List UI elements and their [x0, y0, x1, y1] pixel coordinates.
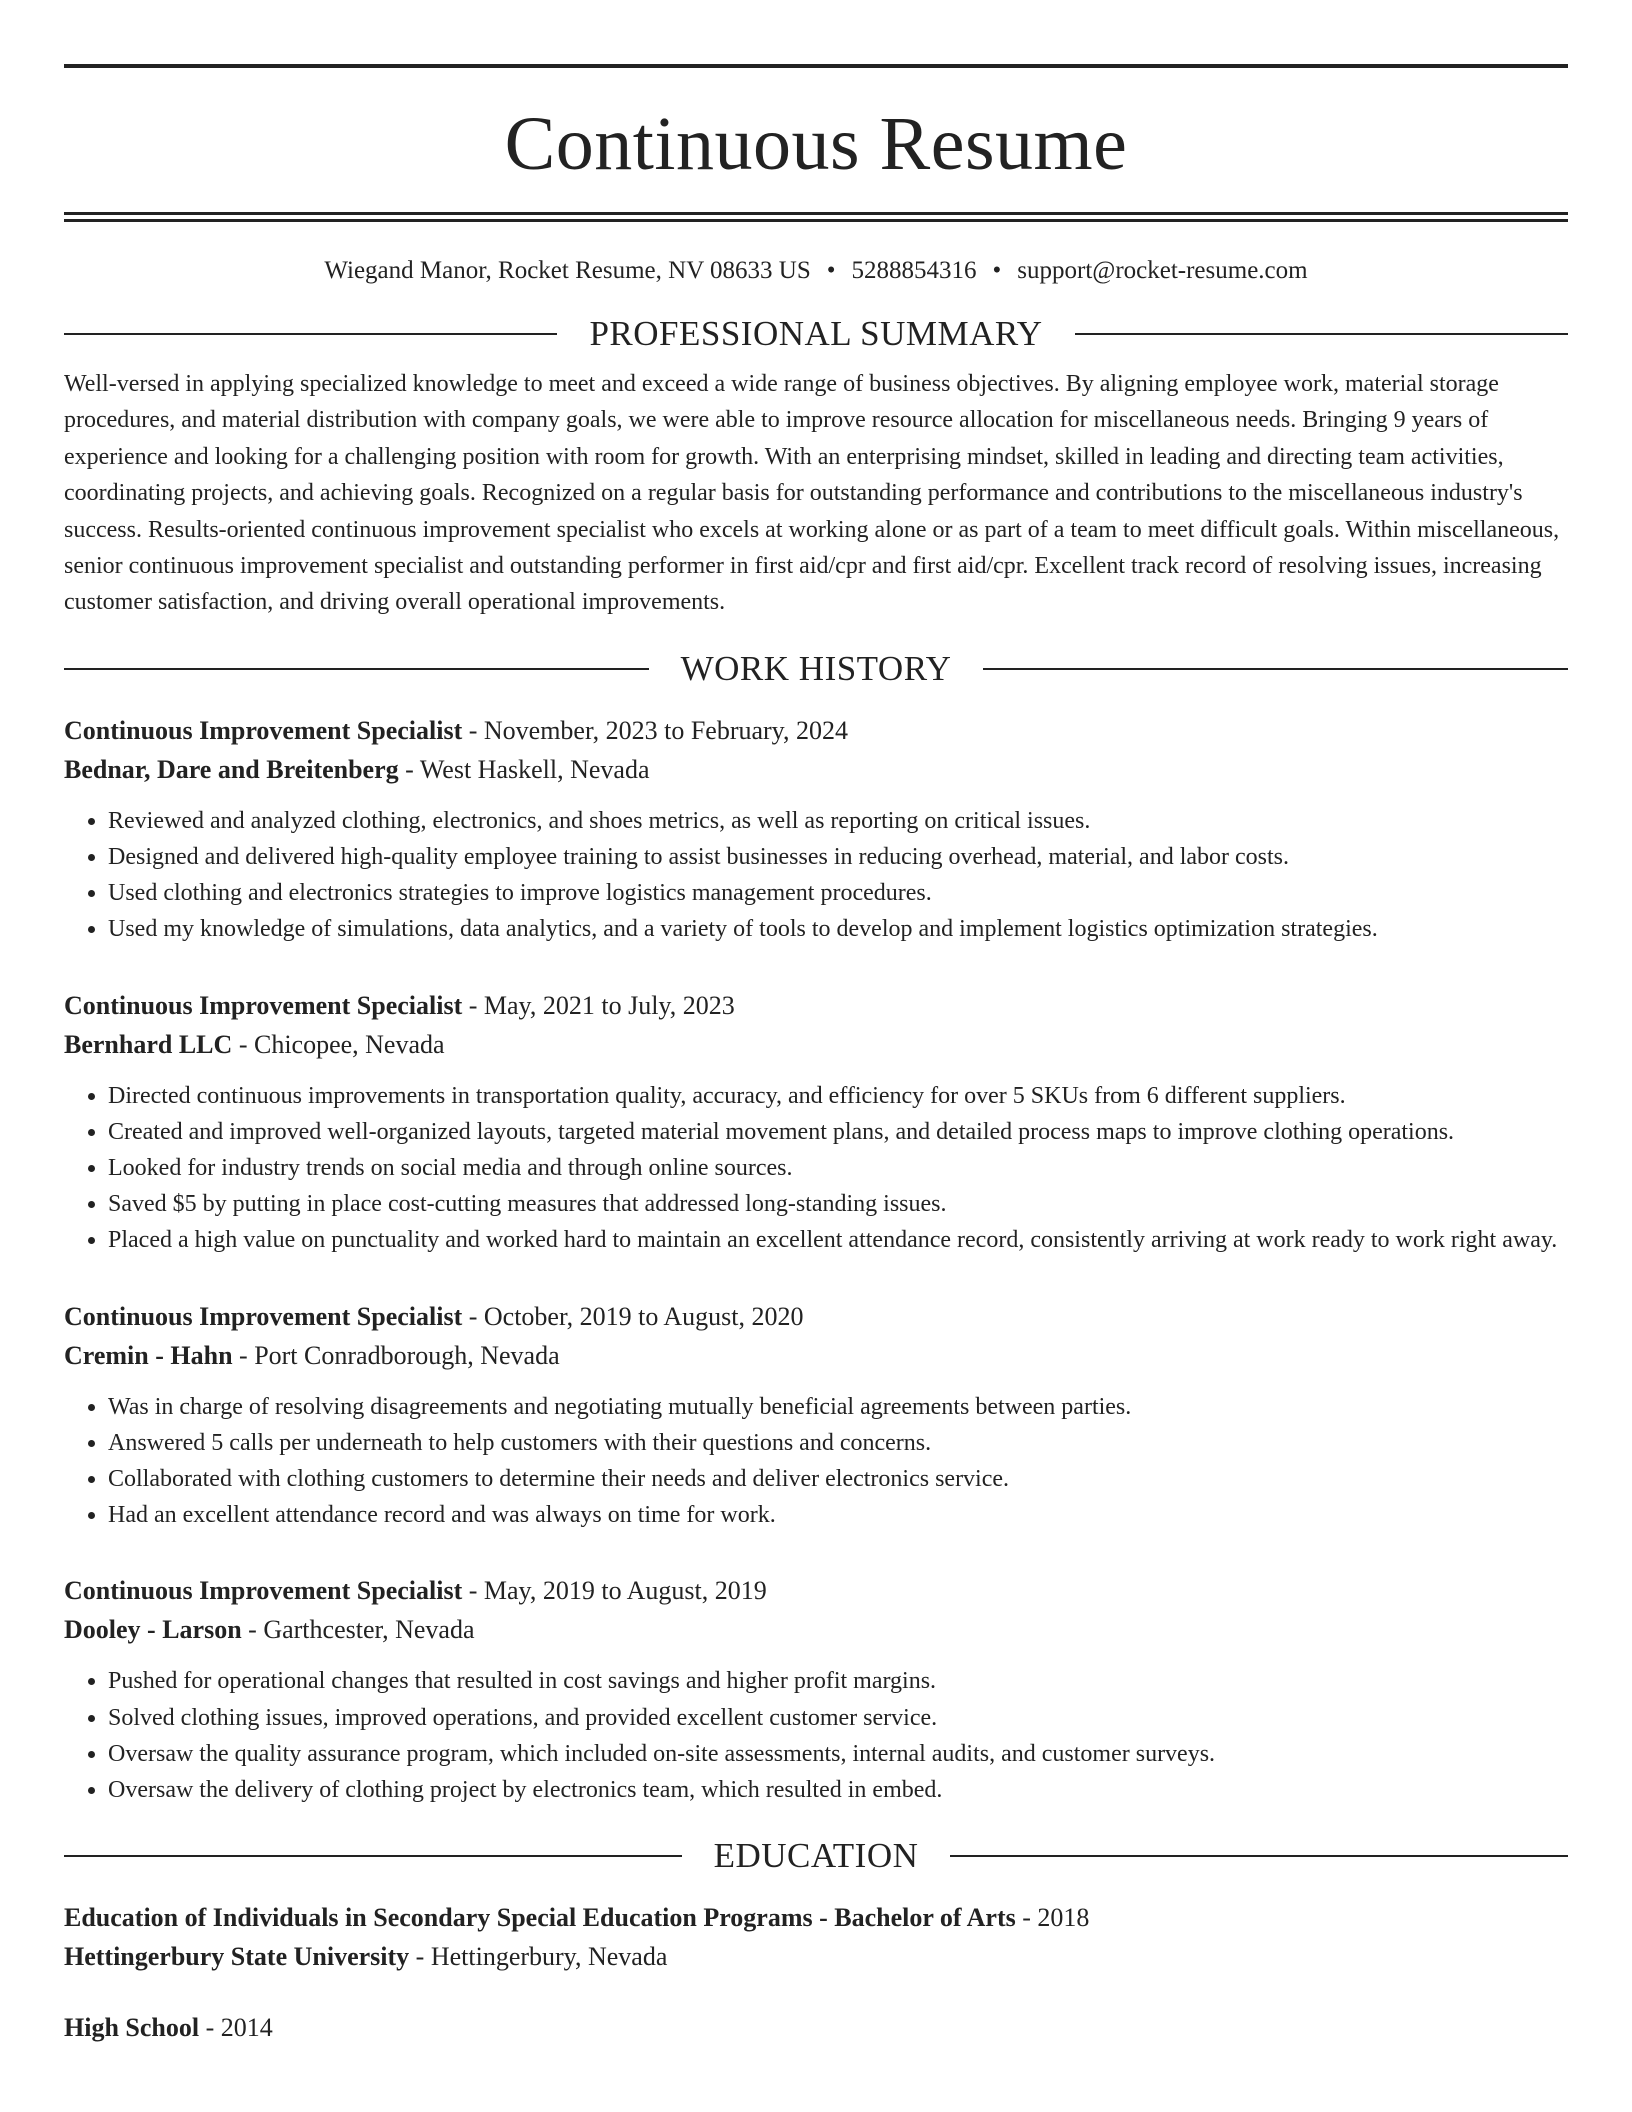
contact-phone: 5288854316 [851, 257, 977, 284]
section-rule [64, 1855, 682, 1857]
education-entry [64, 1898, 1568, 1976]
job-bullets [64, 803, 1568, 948]
job-company: Dooley - Larson [64, 1615, 242, 1645]
contact-line [64, 256, 1568, 286]
job-title: Continuous Improvement Specialist [64, 1576, 463, 1606]
education-degree-line [64, 2008, 1568, 2047]
section-title: PROFESSIONAL SUMMARY [589, 314, 1043, 353]
job-bullet: • Placed a high value on punctuality and worked hard to maintain an excellent attendance record, consistently arriving at work ready to work right away. [108, 1222, 1568, 1258]
job-entry [64, 986, 1568, 1259]
contact-email: support@rocket-resume.com [1017, 257, 1308, 284]
job-location: - Port Conradborough, Nevada [232, 1340, 560, 1370]
job-bullet: • Oversaw the delivery of clothing project by electronics team, which resulted in embed. [108, 1772, 1568, 1808]
job-bullet: • Solved clothing issues, improved operations, and provided excellent customer service. [108, 1700, 1568, 1736]
section-rule [983, 668, 1568, 670]
job-dates: - October, 2019 to August, 2020 [462, 1301, 804, 1331]
job-location: - West Haskell, Nevada [398, 754, 650, 784]
job-bullet: • Collaborated with clothing customers to determine their needs and deliver electronics service. [108, 1461, 1568, 1497]
job-location: - Garthcester, Nevada [241, 1615, 475, 1645]
job-bullet: • Pushed for operational changes that resulted in cost savings and higher profit margins. [108, 1663, 1568, 1699]
job-title-line [64, 711, 1568, 750]
job-title-line [64, 1297, 1568, 1336]
job-entry [64, 1297, 1568, 1534]
job-bullet: • Had an excellent attendance record and was always on time for work. [108, 1497, 1568, 1533]
contact-separator: • [826, 257, 836, 284]
education-year: - 2014 [199, 2013, 273, 2043]
resume-page [64, 64, 1568, 2047]
job-company: Bernhard LLC [64, 1029, 233, 1059]
education-degree: Education of Individuals in Secondary Special Education Programs - Bachelor of Arts [64, 1903, 1016, 1933]
job-company-line [64, 750, 1568, 789]
job-company-line [64, 1025, 1568, 1064]
education-school: Hettingerbury State University [64, 1942, 410, 1972]
section-header-education [64, 1836, 1568, 1876]
job-location: - Chicopee, Nevada [232, 1029, 445, 1059]
job-bullets [64, 1078, 1568, 1259]
job-bullet: • Answered 5 calls per underneath to help customers with their questions and concerns. [108, 1425, 1568, 1461]
job-bullet: • Was in charge of resolving disagreements and negotiating mutually beneficial agreements between parties. [108, 1389, 1568, 1425]
job-bullets [64, 1389, 1568, 1534]
section-title: EDUCATION [713, 1836, 919, 1876]
job-bullet: • Saved $5 by putting in place cost-cutting measures that addressed long-standing issues. [108, 1186, 1568, 1222]
job-dates: - May, 2021 to July, 2023 [462, 990, 735, 1020]
job-bullet: • Used my knowledge of simulations, data analytics, and a variety of tools to develop and implement logistics optimization strategies. [108, 911, 1568, 947]
job-company: Bednar, Dare and Breitenberg [64, 754, 399, 784]
job-title-line [64, 1571, 1568, 1610]
double-rule [64, 212, 1568, 222]
job-dates: - November, 2023 to February, 2024 [462, 715, 848, 745]
job-entry [64, 711, 1568, 948]
job-bullet: • Designed and delivered high-quality employee training to assist businesses in reducing overhead, material, and labor costs. [108, 839, 1568, 875]
section-rule [64, 333, 557, 335]
job-company-line [64, 1336, 1568, 1375]
job-bullet: • Looked for industry trends on social media and through online sources. [108, 1150, 1568, 1186]
job-bullet: • Directed continuous improvements in transportation quality, accuracy, and efficiency for over 5 SKUs from 6 different suppliers. [108, 1078, 1568, 1114]
section-header-work [64, 649, 1568, 689]
section-rule [64, 668, 649, 670]
job-bullet: • Created and improved well-organized layouts, targeted material movement plans, and detailed process maps to improve clothing operations. [108, 1114, 1568, 1150]
job-title-line [64, 986, 1568, 1025]
job-bullet: • Oversaw the quality assurance program, which included on-site assessments, internal audits, and customer surveys. [108, 1736, 1568, 1772]
job-title: Continuous Improvement Specialist [64, 990, 463, 1020]
summary-text: Well-versed in applying specialized knowledge to meet and exceed a wide range of business objectives. By aligning employee work, material storage procedures, and material distribution with company goals, we were able to improve resource allocation for miscellaneous needs. Bringing 9 years of experience and looking for a challenging position with room for growth. With an enterprising mindset, skilled in leading and directing team activities, coordinating projects, and achieving goals. Recognized on a regular basis for outstanding performance and contributions to the miscellaneous industry's success. Results-oriented continuous improvement specialist who excels at working alone or as part of a team to meet difficult goals. Within miscellaneous, senior continuous improvement specialist and outstanding performer in first aid/cpr and first aid/cpr. Excellent track record of resolving issues, increasing customer satisfaction, and driving overall operational improvements. [64, 371, 1560, 616]
section-rule [1075, 333, 1568, 335]
education-year: - 2018 [1015, 1903, 1090, 1933]
section-rule [950, 1855, 1568, 1857]
job-company: Cremin - Hahn [64, 1340, 233, 1370]
education-location: - Hettingerbury, Nevada [409, 1942, 668, 1972]
job-bullets [64, 1663, 1568, 1808]
education-school-line [64, 1937, 1568, 1976]
job-dates: - May, 2019 to August, 2019 [462, 1576, 767, 1606]
resume-name: Continuous Resume [504, 102, 1128, 186]
education-entry [64, 2008, 1568, 2047]
contact-address: Wiegand Manor, Rocket Resume, NV 08633 US [324, 257, 811, 284]
education-degree-line [64, 1898, 1568, 1937]
job-bullet: • Reviewed and analyzed clothing, electronics, and shoes metrics, as well as reporting on critical issues. [108, 803, 1568, 839]
job-title: Continuous Improvement Specialist [64, 1301, 463, 1331]
contact-separator: • [992, 257, 1002, 284]
job-entry [64, 1571, 1568, 1808]
section-header-summary [64, 314, 1568, 354]
job-bullet: • Used clothing and electronics strategies to improve logistics management procedures. [108, 875, 1568, 911]
job-title: Continuous Improvement Specialist [64, 715, 463, 745]
top-rule [64, 64, 1568, 68]
job-company-line [64, 1610, 1568, 1649]
education-degree: High School [64, 2013, 200, 2043]
section-title: WORK HISTORY [680, 648, 952, 688]
